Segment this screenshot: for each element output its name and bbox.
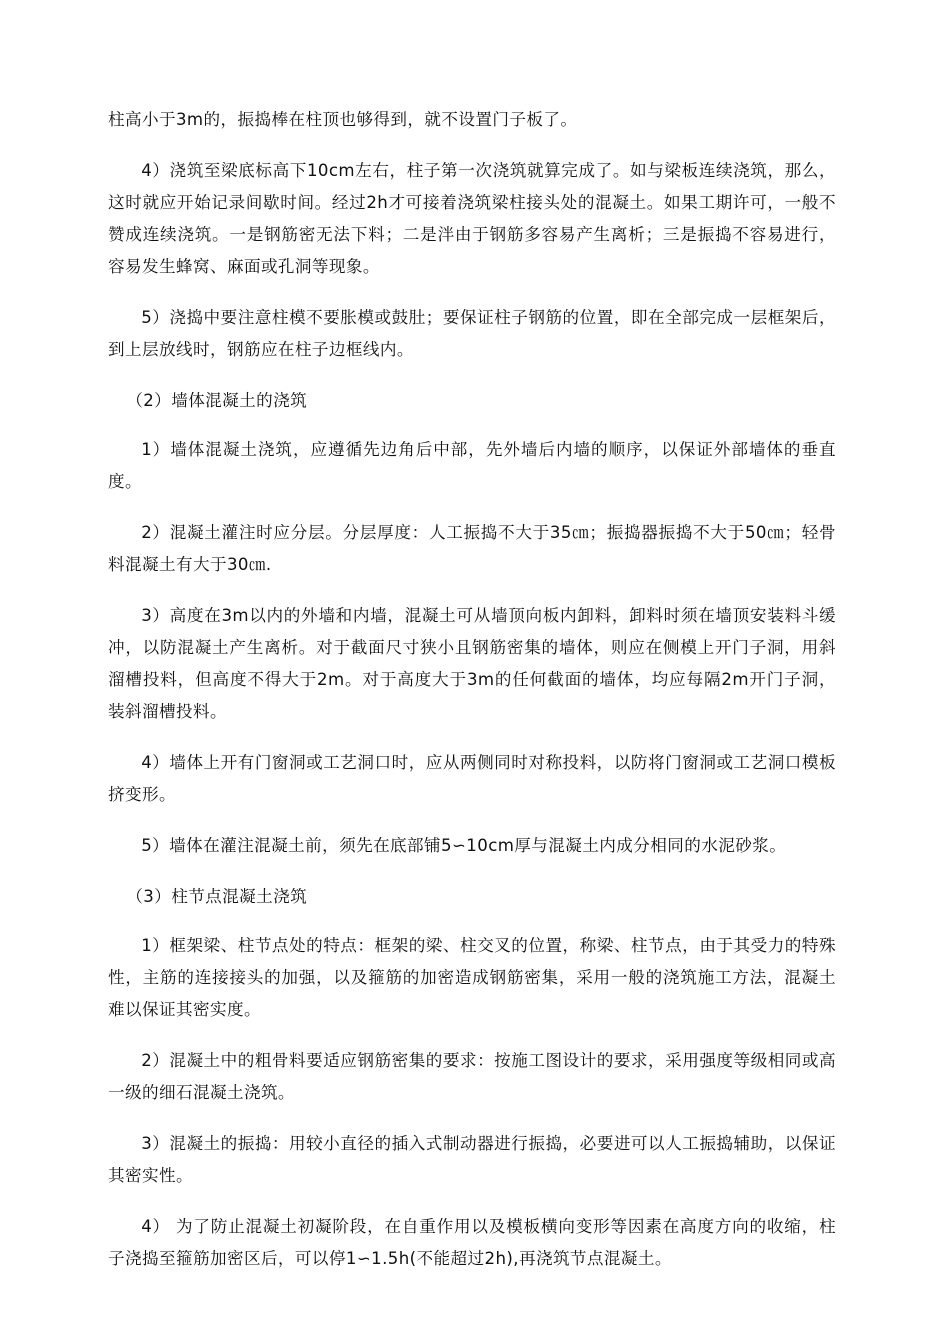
paragraph-wall-5: 5）墙体在灌注混凝土前，须先在底部铺5∽10cm厚与混凝土内成分相同的水泥砂浆。 [141, 836, 787, 855]
document-body [108, 104, 836, 1294]
paragraph-wall-2: 2）混凝土灌注时应分层。分层厚度：人工振捣不大于35㎝；振捣器振捣不大于50㎝；轻骨料混凝土有大于30㎝. [108, 523, 836, 574]
paragraph-joint-4: 4） 为了防止混凝土初凝阶段，在自重作用以及模板横向变形等因素在高度方向的收缩，柱子浇捣至箍筋加密区后，可以停1∽1.5h(不能超过2h),再浇筑节点混凝土。 [108, 1217, 836, 1268]
paragraph-joint-1: 1）框架梁、柱节点处的特点：框架的梁、柱交叉的位置，称梁、柱节点，由于其受力的特殊性，主筋的连接接头的加强，以及箍筋的加密造成钢筋密集，采用一般的浇筑施工方法，混凝土难以保证其密实度。 [108, 936, 836, 1019]
paragraph-wall-4: 4）墙体上开有门窗洞或工艺洞口时，应从两侧同时对称投料，以防将门窗洞或工艺洞口模板挤变形。 [108, 753, 836, 804]
paragraph-wall-3: 3）高度在3m以内的外墙和内墙，混凝土可从墙顶向板内卸料，卸料时须在墙顶安装料斗缓冲，以防混凝土产生离析。对于截面尺寸狭小且钢筋密集的墙体，则应在侧模上开门子洞，用斜溜槽投料，但高度不得大于2m。对于高度大于3m的任何截面的墙体，均应每隔2m开门子洞，装斜溜槽投料。 [108, 606, 836, 721]
paragraph-item-5: 5）浇捣中要注意柱模不要胀模或鼓肚；要保证柱子钢筋的位置，即在全部完成一层框架后，到上层放线时，钢筋应在柱子边框线内。 [108, 308, 836, 359]
section-heading-wall: （2）墙体混凝土的浇筑 [126, 391, 308, 410]
paragraph-wall-1: 1）墙体混凝土浇筑，应遵循先边角后中部，先外墙后内墙的顺序，以保证外部墙体的垂直度。 [108, 440, 836, 491]
paragraph-joint-2: 2）混凝土中的粗骨料要适应钢筋密集的要求：按施工图设计的要求，采用强度等级相同或高一级的细石混凝土浇筑。 [108, 1051, 836, 1102]
paragraph-joint-3: 3）混凝土的振捣：用较小直径的插入式制动器进行振捣，必要进可以人工振捣辅助，以保证其密实性。 [108, 1134, 836, 1185]
paragraph-continuation: 柱高小于3m的，振捣棒在柱顶也够得到，就不设置门子板了。 [108, 110, 578, 129]
paragraph-item-4: 4）浇筑至梁底标高下10cm左右，柱子第一次浇筑就算完成了。如与梁板连续浇筑，那么，这时就应开始记录间歇时间。经过2h才可接着浇筑梁柱接头处的混凝土。如果工期许可，一般不赞成连续浇筑。一是钢筋密无法下料；二是泮由于钢筋多容易产生离析；三是振捣不容易进行，容易发生蜂窝、麻面或孔洞等现象。 [108, 161, 836, 276]
section-heading-joint: （3）柱节点混凝土浇筑 [126, 887, 308, 906]
